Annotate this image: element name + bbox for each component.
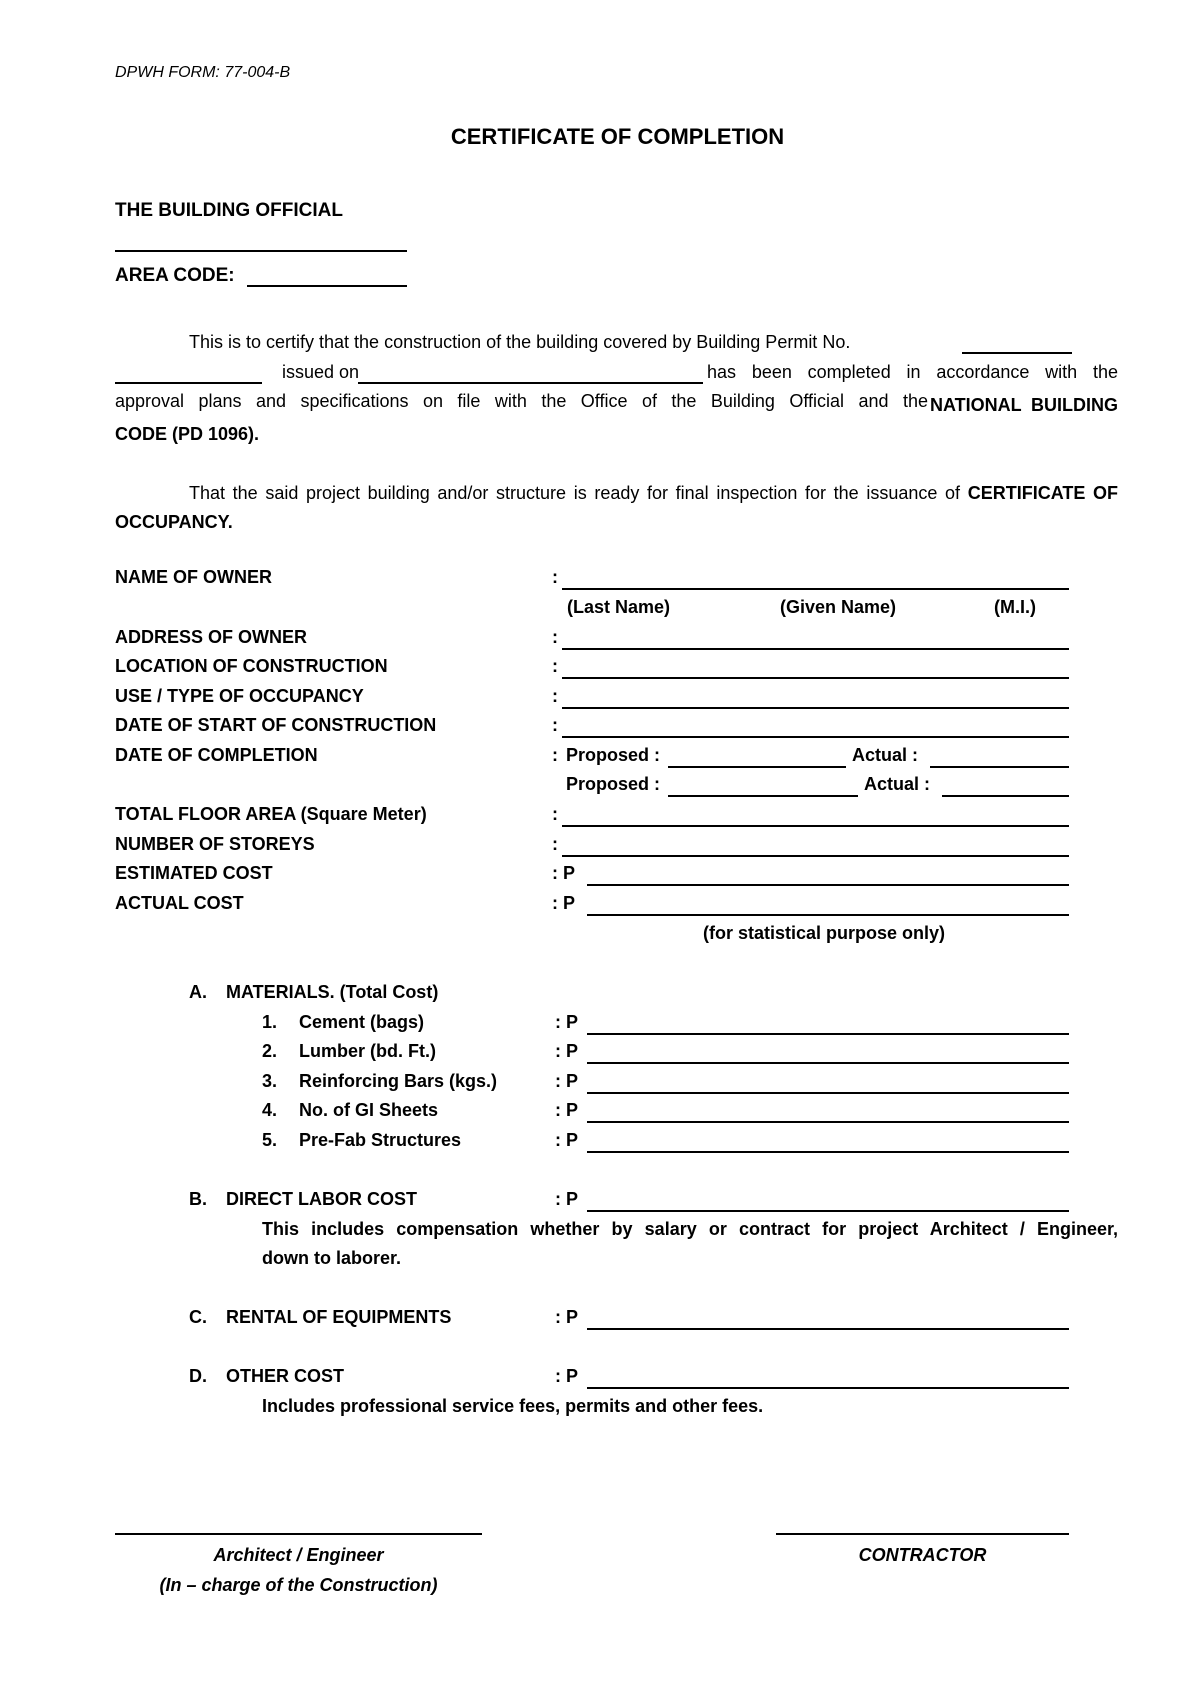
proposed-label: Proposed : [566,745,661,765]
owner-address-label: ADDRESS OF OWNER [115,627,308,647]
section-b-note2: down to laborer. [262,1248,402,1268]
colon-p: : P [555,1012,579,1032]
colon: : [552,715,558,735]
colon-p: : P [555,1130,579,1150]
section-d-label: OTHER COST [226,1366,345,1386]
labor-cost-field[interactable] [587,1210,1069,1212]
section-d-letter: D. [189,1366,207,1386]
section-a-letter: A. [189,982,207,1002]
owner-name-label: NAME OF OWNER [115,567,272,587]
cement-field[interactable] [587,1033,1069,1035]
actual-label-2: Actual : [864,774,931,794]
material-label: Reinforcing Bars (kgs.) [299,1071,498,1091]
material-label: Pre-Fab Structures [299,1130,462,1150]
proposed-date-field-2[interactable] [668,795,858,797]
section-a-label: MATERIALS. (Total Cost) [226,982,439,1002]
colon-p: : P [555,1366,579,1386]
colon-p: : P [555,1100,579,1120]
estimated-cost-label: ESTIMATED COST [115,863,273,883]
architect-signature-line[interactable] [115,1533,482,1535]
actual-cost-label: ACTUAL COST [115,893,244,913]
paragraph1-line3: approval plans and specifications on file with the Office of the Building Official and the [115,391,928,411]
architect-caption: Architect / Engineer [213,1545,384,1565]
period: . [254,424,260,444]
section-c-letter: C. [189,1307,207,1327]
contractor-signature-line[interactable] [776,1533,1069,1535]
colon: : [552,686,558,706]
colon-p: : P [555,1071,579,1091]
colon: : [552,745,558,765]
date-start-field[interactable] [562,736,1069,738]
colon-p: : P [552,893,576,913]
page-title: CERTIFICATE OF COMPLETION [450,124,785,149]
addressee: THE BUILDING OFFICIAL [115,200,343,221]
given-name-caption: (Given Name) [780,597,897,617]
material-num: 4. [262,1100,278,1120]
rebar-field[interactable] [587,1092,1069,1094]
material-num: 2. [262,1041,278,1061]
proposed-date-field-1[interactable] [668,766,846,768]
paragraph1-line1: This is to certify that the construction of the building covered by Building Permit No. [189,332,851,352]
mi-caption: (M.I.) [994,597,1036,617]
paragraph2-text: That the said project building and/or structure is ready for final inspection for the issuance of [189,483,961,503]
addressee-line[interactable] [115,250,407,252]
proposed-label-2: Proposed : [566,774,661,794]
area-code-label: AREA CODE: [115,265,235,286]
material-num: 1. [262,1012,278,1032]
floor-area-label: TOTAL FLOOR AREA (Square Meter) [115,804,427,824]
issued-on-field[interactable] [358,382,703,384]
completed-text: has been completed in accordance with the [707,362,1118,382]
material-label: Lumber (bd. Ft.) [299,1041,436,1061]
paragraph2 [115,479,1118,537]
colon-p: : P [555,1041,579,1061]
other-cost-field[interactable] [587,1387,1069,1389]
statistical-note: (for statistical purpose only) [703,923,946,943]
gi-sheets-field[interactable] [587,1121,1069,1123]
actual-date-field-2[interactable] [942,795,1069,797]
location-field[interactable] [562,677,1069,679]
colon-p: : P [552,863,576,883]
colon: : [552,567,558,587]
material-num: 3. [262,1071,278,1091]
use-type-field[interactable] [562,707,1069,709]
contractor-caption: CONTRACTOR [858,1545,987,1565]
storeys-label: NUMBER OF STOREYS [115,834,315,854]
colon: : [552,656,558,676]
colon: : [552,834,558,854]
nbc-reference: NATIONAL BUILDING CODE (PD 1096) [115,395,1118,444]
certificate-of-occupancy: CERTIFICATE OF OCCUPANCY [115,483,1119,532]
floor-area-field[interactable] [562,825,1069,827]
material-label: Cement (bags) [299,1012,425,1032]
estimated-cost-field[interactable] [587,884,1069,886]
section-b-letter: B. [189,1189,207,1209]
owner-address-field[interactable] [562,648,1069,650]
colon: : [552,804,558,824]
material-label: No. of GI Sheets [299,1100,439,1120]
form-number: DPWH FORM: 77-004-B [115,64,291,81]
use-type-label: USE / TYPE OF OCCUPANCY [115,686,364,706]
section-b-label: DIRECT LABOR COST [226,1189,417,1209]
date-completion-label: DATE OF COMPLETION [115,745,318,765]
material-num: 5. [262,1130,278,1150]
last-name-caption: (Last Name) [567,597,671,617]
date-start-label: DATE OF START OF CONSTRUCTION [115,715,437,735]
section-b-note1: This includes compensation whether by salary or contract for project Architect / Engineer, [262,1219,1118,1239]
paragraph1-nbc [115,391,1118,449]
storeys-field[interactable] [562,855,1069,857]
period: . [227,512,233,532]
colon-p: : P [555,1307,579,1327]
section-d-note: Includes professional service fees, permits and other fees. [262,1396,764,1416]
rental-field[interactable] [587,1328,1069,1330]
owner-name-field[interactable] [562,588,1069,590]
in-charge-caption: (In – charge of the Construction) [159,1575,438,1595]
actual-cost-field[interactable] [587,914,1069,916]
section-c-label: RENTAL OF EQUIPMENTS [226,1307,452,1327]
prefab-field[interactable] [587,1151,1069,1153]
colon: : [552,627,558,647]
actual-label: Actual : [852,745,919,765]
lumber-field[interactable] [587,1062,1069,1064]
issued-on-label: issued on [282,362,360,382]
area-code-field[interactable] [247,285,407,287]
permit-number-field[interactable] [962,352,1072,354]
permit-number-field-cont[interactable] [115,382,262,384]
location-label: LOCATION OF CONSTRUCTION [115,656,388,676]
actual-date-field-1[interactable] [930,766,1069,768]
colon-p: : P [555,1189,579,1209]
